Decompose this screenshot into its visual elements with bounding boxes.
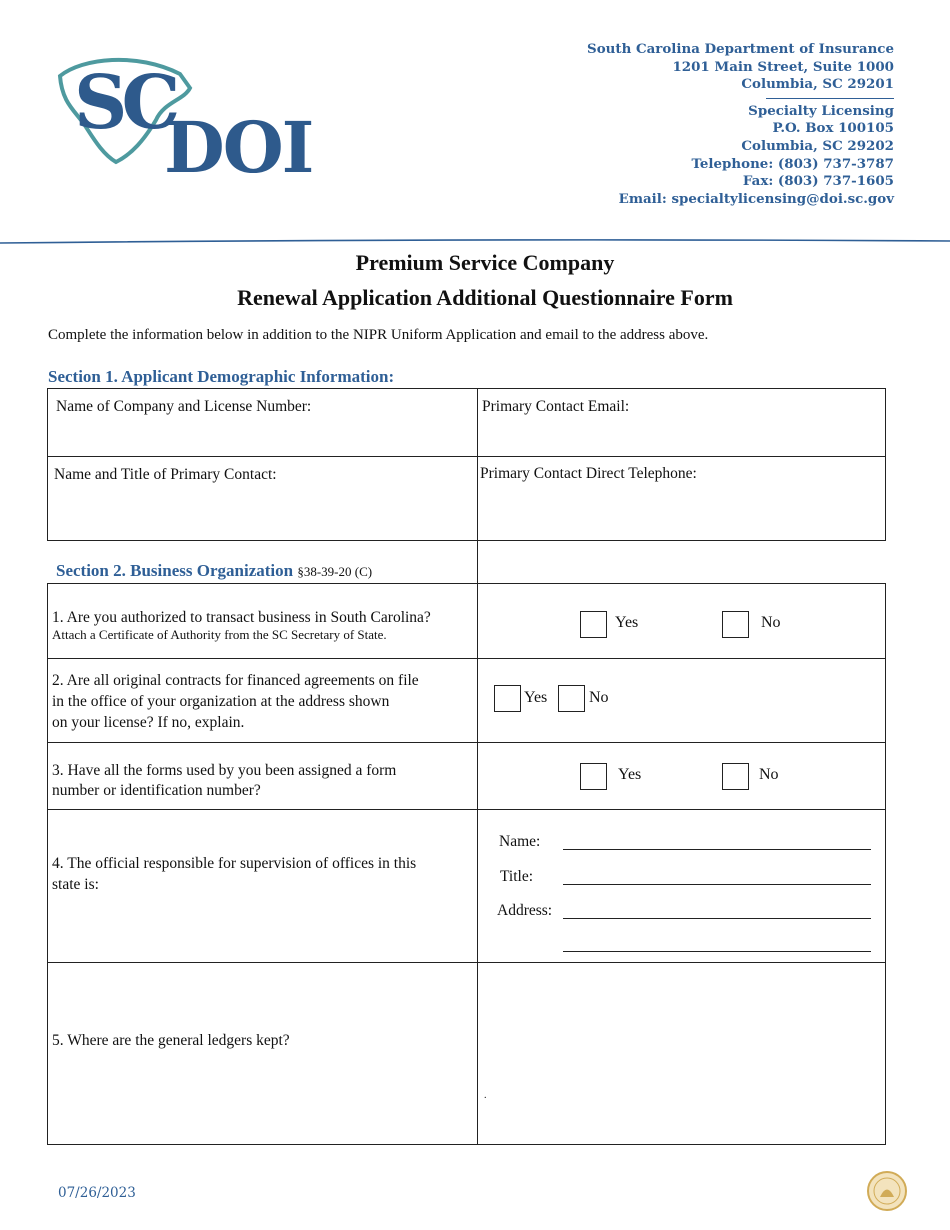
section2-statute: §38-39-20 (C) bbox=[297, 564, 373, 579]
q3-line2: number or identification number? bbox=[52, 782, 261, 799]
address-divider bbox=[766, 98, 894, 99]
table-line bbox=[885, 388, 886, 541]
logo-sc: SC bbox=[74, 60, 175, 146]
email[interactable]: Email: specialtylicensing@doi.sc.gov bbox=[618, 190, 894, 207]
q4-address-line[interactable] bbox=[563, 918, 871, 919]
form-title: Premium Service Company bbox=[355, 250, 615, 275]
q4-name-label: Name: bbox=[499, 833, 541, 850]
state-seal-icon bbox=[866, 1170, 908, 1212]
street: 1201 Main Street, Suite 1000 bbox=[672, 58, 894, 75]
table-line bbox=[47, 583, 886, 584]
table-line bbox=[885, 583, 886, 1145]
q2-line1: 2. Are all original contracts for financed agreements on file bbox=[52, 672, 419, 689]
intro-text: Complete the information below in addition to the NIPR Uniform Application and email to the address above. bbox=[48, 327, 709, 343]
table-line bbox=[477, 388, 478, 584]
agency-name: South Carolina Department of Insurance bbox=[587, 41, 894, 57]
table-line bbox=[47, 1144, 886, 1145]
q2-no-label: No bbox=[589, 689, 609, 706]
q1-no-checkbox[interactable] bbox=[722, 611, 749, 638]
company-license-label: Name of Company and License Number: bbox=[56, 398, 312, 415]
form-subtitle: Renewal Application Additional Questionnaire Form bbox=[237, 285, 733, 310]
agency-address bbox=[587, 41, 894, 208]
fax: Fax: (803) 737-1605 bbox=[742, 173, 894, 190]
division: Specialty Licensing bbox=[748, 102, 894, 119]
q4-line2: state is: bbox=[52, 876, 99, 893]
q4-address-label: Address: bbox=[497, 902, 553, 919]
q2-yes-label: Yes bbox=[524, 689, 548, 706]
table-line bbox=[47, 388, 48, 541]
q3-no-label: No bbox=[759, 766, 779, 783]
section2-title: Section 2. Business Organization bbox=[56, 561, 294, 580]
table-line bbox=[47, 658, 886, 659]
city-zip: Columbia, SC 29201 bbox=[741, 76, 894, 93]
table-line bbox=[47, 388, 886, 389]
q2-no-checkbox[interactable] bbox=[558, 685, 585, 712]
q2-yes-checkbox[interactable] bbox=[494, 685, 521, 712]
table-line bbox=[47, 809, 886, 810]
q4-title-line[interactable] bbox=[563, 884, 871, 885]
po-box: P.O. Box 100105 bbox=[772, 120, 894, 137]
q1-question: 1. Are you authorized to transact business in South Carolina? bbox=[52, 609, 431, 626]
table-line bbox=[47, 456, 886, 457]
q4-name-line[interactable] bbox=[563, 849, 871, 850]
table-line bbox=[47, 742, 886, 743]
section1-heading: Section 1. Applicant Demographic Information: bbox=[48, 367, 395, 386]
q1-yes-label: Yes bbox=[615, 614, 639, 631]
q1-note: Attach a Certificate of Authority from the SC Secretary of State. bbox=[52, 627, 387, 642]
scdoi-logo bbox=[52, 54, 332, 184]
section2-heading bbox=[56, 561, 372, 581]
table-line bbox=[47, 540, 886, 541]
q1-yes-checkbox[interactable] bbox=[580, 611, 607, 638]
q2-line2: in the office of your organization at the address shown bbox=[52, 693, 390, 710]
header-rule bbox=[0, 238, 950, 246]
q5-answer-area[interactable]: . bbox=[484, 1090, 487, 1101]
logo-doi: DOI bbox=[164, 106, 313, 184]
telephone: Telephone: (803) 737-3787 bbox=[691, 155, 894, 172]
table-line bbox=[47, 962, 886, 963]
q3-no-checkbox[interactable] bbox=[722, 763, 749, 790]
revision-date: 07/26/2023 bbox=[58, 1185, 136, 1201]
contact-phone-label: Primary Contact Direct Telephone: bbox=[480, 465, 697, 482]
q2-line3: on your license? If no, explain. bbox=[52, 714, 245, 731]
q3-line1: 3. Have all the forms used by you been assigned a form bbox=[52, 762, 397, 779]
table-line bbox=[477, 583, 478, 1145]
q3-yes-checkbox[interactable] bbox=[580, 763, 607, 790]
primary-contact-label: Name and Title of Primary Contact: bbox=[54, 466, 277, 483]
q4-address-line2[interactable] bbox=[563, 951, 871, 952]
q4-line1: 4. The official responsible for supervision of offices in this bbox=[52, 855, 417, 872]
q3-yes-label: Yes bbox=[618, 766, 642, 783]
table-line bbox=[47, 583, 48, 1145]
q5-question: 5. Where are the general ledgers kept? bbox=[52, 1032, 290, 1049]
q1-no-label: No bbox=[761, 614, 781, 631]
q4-title-label: Title: bbox=[500, 868, 534, 885]
po-city-zip: Columbia, SC 29202 bbox=[741, 137, 894, 154]
contact-email-label: Primary Contact Email: bbox=[482, 398, 630, 415]
